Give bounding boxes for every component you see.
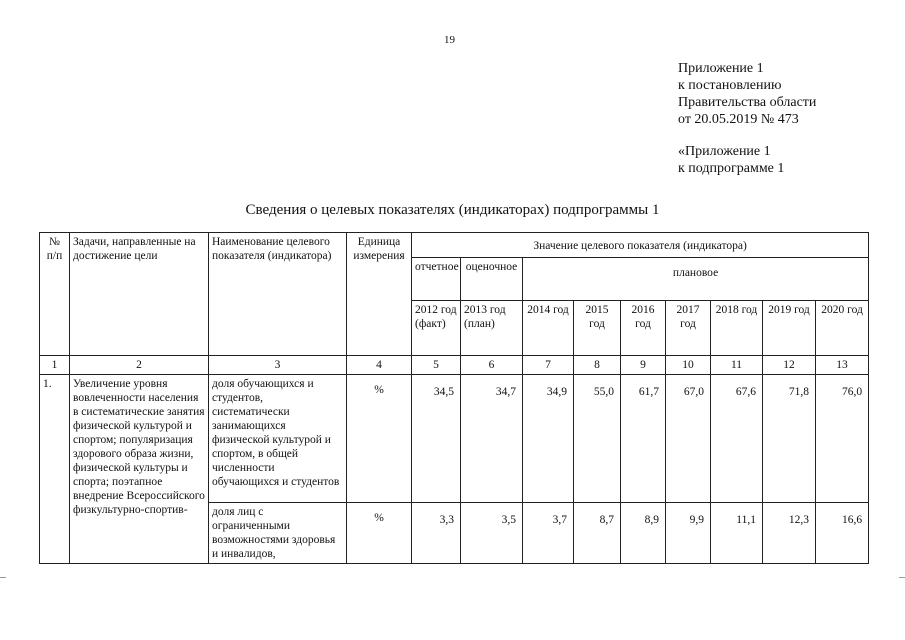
value-cell: 12,3	[763, 503, 816, 564]
header-planned: плановое	[523, 258, 869, 301]
appendix-line: Приложение 1	[678, 61, 764, 76]
value-cell: 55,0	[574, 375, 621, 503]
value-cell: 8,9	[621, 503, 666, 564]
appendix-line: Правительства области	[678, 95, 817, 110]
appendix-line: к постановлению	[678, 78, 782, 93]
row-number: 1.	[40, 375, 70, 564]
column-number-row	[40, 356, 869, 375]
scan-margin-mark	[899, 577, 905, 578]
value-cell: 3,3	[412, 503, 461, 564]
column-number: 2	[70, 356, 209, 375]
column-number: 8	[574, 356, 621, 375]
appendix-line: к подпрограмме 1	[678, 161, 785, 176]
header-year-2019: 2019 год	[763, 301, 816, 356]
appendix-line: от 20.05.2019 № 473	[678, 112, 799, 127]
column-number: 1	[40, 356, 70, 375]
value-cell: 67,0	[666, 375, 711, 503]
header-year-2017: 2017 год	[666, 301, 711, 356]
header-year-2012: 2012 год (факт)	[412, 301, 461, 356]
indicators-table	[39, 232, 869, 564]
column-number: 10	[666, 356, 711, 375]
header-year-2014: 2014 год	[523, 301, 574, 356]
header-tasks: Задачи, направленные на достижение цели	[70, 233, 209, 356]
table-row	[40, 375, 869, 503]
appendix-header	[678, 60, 816, 128]
header-reported: отчетное	[412, 258, 461, 301]
column-number: 6	[461, 356, 523, 375]
value-cell: 8,7	[574, 503, 621, 564]
value-cell: 67,6	[711, 375, 763, 503]
document-title: Сведения о целевых показателях (индикаторах) подпрограммы 1	[245, 202, 660, 218]
header-year-2013: 2013 год (план)	[461, 301, 523, 356]
value-cell: 34,7	[461, 375, 523, 503]
appendix-line: «Приложение 1	[678, 144, 771, 159]
value-cell: 34,9	[523, 375, 574, 503]
value-cell: 11,1	[711, 503, 763, 564]
column-number: 9	[621, 356, 666, 375]
header-year-2015: 2015 год	[574, 301, 621, 356]
value-cell: 71,8	[763, 375, 816, 503]
column-number: 5	[412, 356, 461, 375]
appendix-header-2	[678, 143, 784, 177]
header-estimated: оценочное	[461, 258, 523, 301]
unit-value: %	[347, 503, 412, 564]
indicator-name: доля обучающихся и студентов, систематически занимающихся физической культурой и спортом, в общей численности обучающихся и студентов	[209, 375, 347, 503]
header-indicator: Наименование целевого показателя (индикатора)	[209, 233, 347, 356]
indicator-name: доля лиц с ограниченными возможностями здоровья и инвалидов,	[209, 503, 347, 564]
column-number: 11	[711, 356, 763, 375]
column-number: 12	[763, 356, 816, 375]
value-cell: 16,6	[816, 503, 869, 564]
header-no: № п/п	[40, 233, 70, 356]
header-value-group: Значение целевого показателя (индикатора)	[412, 233, 869, 258]
header-unit: Единица измерения	[347, 233, 412, 356]
value-cell: 76,0	[816, 375, 869, 503]
value-cell: 3,7	[523, 503, 574, 564]
value-cell: 34,5	[412, 375, 461, 503]
page-number: 19	[444, 34, 455, 46]
column-number: 3	[209, 356, 347, 375]
scan-margin-mark	[0, 577, 6, 578]
value-cell: 3,5	[461, 503, 523, 564]
header-year-2020: 2020 год	[816, 301, 869, 356]
column-number: 7	[523, 356, 574, 375]
unit-value: %	[347, 375, 412, 503]
header-year-2016: 2016 год	[621, 301, 666, 356]
task-text: Увеличение уровня вовлеченности населения в систематические занятия физической культурой и спортом; популяризация здорового образа жизни, физической культуры и спорта; поэтапное внедрение Всероссийского физкультурно-спортив-	[70, 375, 209, 564]
column-number: 13	[816, 356, 869, 375]
header-year-2018: 2018 год	[711, 301, 763, 356]
value-cell: 9,9	[666, 503, 711, 564]
column-number: 4	[347, 356, 412, 375]
value-cell: 61,7	[621, 375, 666, 503]
